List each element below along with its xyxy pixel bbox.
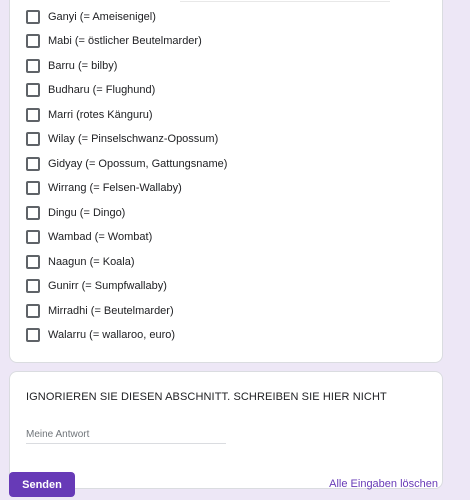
checkbox-question-card [9, 0, 443, 363]
checkbox-option[interactable] [26, 177, 182, 199]
checkbox-option[interactable] [26, 202, 125, 224]
checkbox[interactable] [26, 59, 40, 73]
checkbox-option-label: Wilay (= Pinselschwanz-Opossum) [48, 133, 219, 145]
checkbox-option-label: Gunirr (= Sumpfwallaby) [48, 280, 167, 292]
divider [180, 1, 390, 2]
text-question-card [9, 371, 443, 489]
checkbox-option[interactable] [26, 6, 156, 28]
answer-input[interactable] [26, 425, 226, 444]
checkbox-option-label: Budharu (= Flughund) [48, 84, 156, 96]
checkbox[interactable] [26, 34, 40, 48]
checkbox-option-label: Ganyi (= Ameisenigel) [48, 11, 156, 23]
checkbox-option-label: Gidyay (= Opossum, Gattungsname) [48, 158, 228, 170]
checkbox-option[interactable] [26, 275, 167, 297]
checkbox[interactable] [26, 255, 40, 269]
checkbox-option[interactable] [26, 30, 202, 52]
checkbox-option-label: Mabi (= östlicher Beutelmarder) [48, 35, 202, 47]
checkbox[interactable] [26, 230, 40, 244]
checkbox-option[interactable] [26, 104, 153, 126]
checkbox-option-label: Walarru (= wallaroo, euro) [48, 329, 176, 341]
checkbox-option[interactable] [26, 324, 175, 346]
checkbox-option[interactable] [26, 55, 117, 77]
checkbox-option[interactable] [26, 226, 152, 248]
checkbox-option[interactable] [26, 251, 135, 273]
checkbox[interactable] [26, 181, 40, 195]
checkbox[interactable] [26, 304, 40, 318]
submit-button[interactable]: Senden [9, 472, 75, 497]
checkbox-option[interactable] [26, 79, 155, 101]
checkbox-option-label: Marri (rotes Känguru) [48, 109, 153, 121]
checkbox-option-label: Wirrang (= Felsen-Wallaby) [48, 182, 182, 194]
checkbox[interactable] [26, 108, 40, 122]
checkbox[interactable] [26, 10, 40, 24]
checkbox-option-label: Dingu (= Dingo) [48, 207, 126, 219]
checkbox[interactable] [26, 206, 40, 220]
checkbox-option[interactable] [26, 153, 227, 175]
checkbox[interactable] [26, 328, 40, 342]
checkbox[interactable] [26, 157, 40, 171]
checkbox-option-label: Wambad (= Wombat) [48, 231, 153, 243]
checkbox-option[interactable] [26, 128, 218, 150]
checkbox[interactable] [26, 279, 40, 293]
checkbox[interactable] [26, 83, 40, 97]
checkbox-option-label: Barru (= bilby) [48, 60, 118, 72]
checkbox[interactable] [26, 132, 40, 146]
checkbox-option[interactable] [26, 300, 174, 322]
checkbox-option-label: Mirradhi (= Beutelmarder) [48, 305, 174, 317]
clear-form-link[interactable]: Alle Eingaben löschen [329, 478, 438, 490]
question-title: IGNORIEREN SIE DIESEN ABSCHNITT. SCHREIBEN SIE HIER NICHT [26, 391, 387, 403]
checkbox-option-label: Naagun (= Koala) [48, 256, 135, 268]
